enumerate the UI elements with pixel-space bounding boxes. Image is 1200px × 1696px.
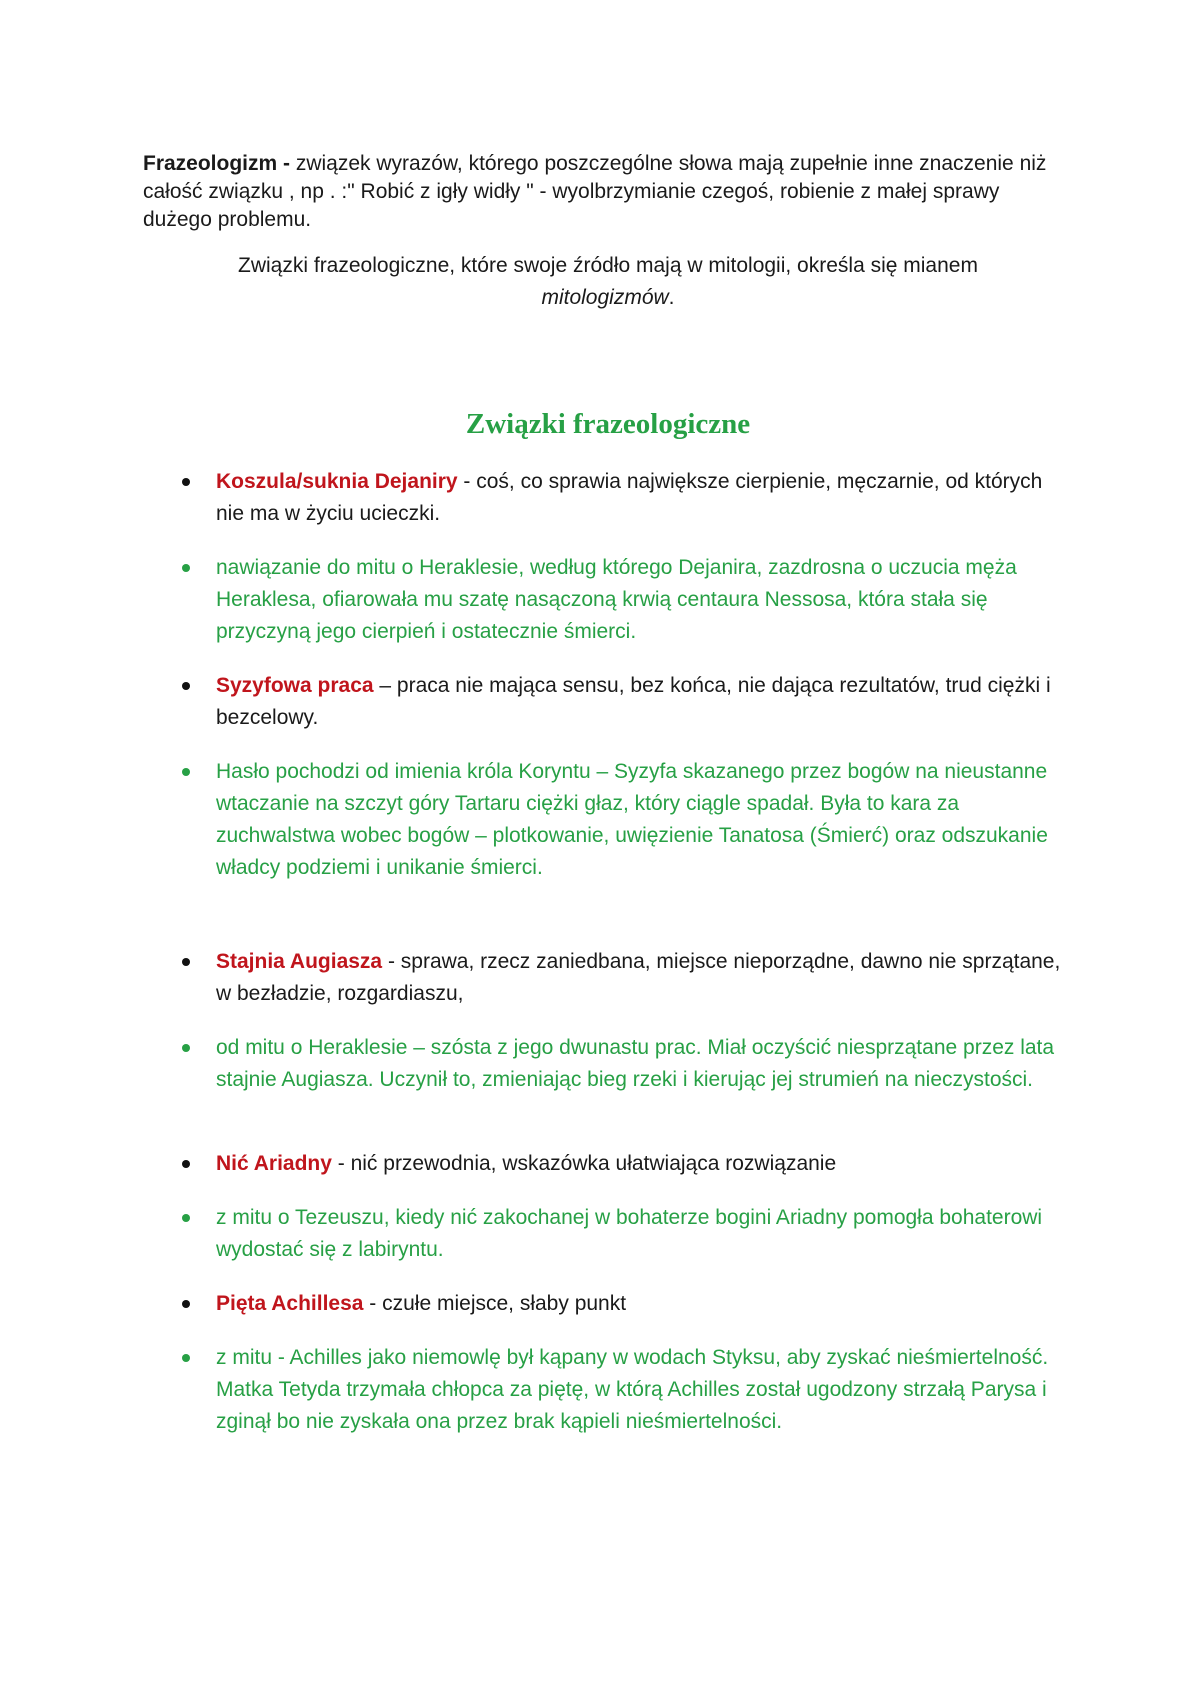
- bullet-icon: [182, 768, 190, 776]
- phrase-term: Stajnia Augiasza: [216, 950, 383, 973]
- phrase-explanation: z mitu - Achilles jako niemowlę był kąpany w wodach Styksu, aby zyskać nieśmiertelność. Matka Tetyda trzymała chłopca za piętę, w którą Achilles został ugodzony strzałą Parysa i zginął bo nie zyskała ona przez brak kąpieli nieśmiertelności.: [216, 1346, 1049, 1433]
- bullet-icon: [182, 564, 190, 572]
- list-item-dejanira-explanation: [143, 552, 1073, 648]
- phrase-term: Koszula/suknia Dejaniry: [216, 470, 458, 493]
- list-item-augiasz-explanation: [143, 1032, 1073, 1096]
- mitologizmy-text: Związki frazeologiczne, które swoje źródło mają w mitologii, określa się mianem: [238, 254, 978, 277]
- phrase-explanation: nawiązanie do mitu o Heraklesie, według którego Dejanira, zazdrosna o uczucia męża Heraklesa, ofiarowała mu szatę nasączoną krwią centaura Nessosa, która stała się przyczyną jego cierpień i ostatecznie śmierci.: [216, 556, 1017, 643]
- bullet-icon: [182, 478, 190, 486]
- mitologizmy-end: .: [668, 286, 675, 309]
- bullet-icon: [182, 1160, 190, 1168]
- intro-paragraph: [143, 150, 1073, 234]
- bullet-icon: [182, 1354, 190, 1362]
- bullet-icon: [182, 1300, 190, 1308]
- phrase-explanation: Hasło pochodzi od imienia króla Koryntu – Syzyfa skazanego przez bogów na nieustanne wtaczanie na szczyt góry Tartaru ciężki głaz, który ciągle spadał. Była to kara za zuchwalstwa wobec bogów – plotkowanie, uwięzienie Tanatosa (Śmierć) oraz odszukanie władcy podziemi i unikanie śmierci.: [216, 760, 1048, 879]
- list-item-syzyf-definition: [143, 670, 1073, 734]
- mitologizmy-paragraph: [143, 250, 1073, 314]
- bullet-icon: [182, 682, 190, 690]
- phrase-definition: - coś, co sprawia największe cierpienie, męczarnie, od których nie ma w życiu ucieczki.: [216, 470, 1043, 525]
- bullet-icon: [182, 1214, 190, 1222]
- phrase-term: Pięta Achillesa: [216, 1292, 364, 1315]
- list-item-ariadna-explanation: [143, 1202, 1073, 1266]
- phrase-term: Syzyfowa praca: [216, 674, 374, 697]
- list-item-dejanira-definition: [143, 466, 1073, 530]
- list-item-augiasz-definition: [143, 946, 1073, 1010]
- phrase-explanation: z mitu o Tezeuszu, kiedy nić zakochanej w bohaterze bogini Ariadny pomogła bohaterowi wydostać się z labiryntu.: [216, 1206, 1043, 1261]
- list-item-ariadna-definition: [143, 1148, 1073, 1180]
- document-page: [143, 150, 1073, 1460]
- phrase-definition: - czułe miejsce, słaby punkt: [363, 1292, 627, 1315]
- phrase-definition: - sprawa, rzecz zaniedbana, miejsce nieporządne, dawno nie sprzątane, w bezładzie, rozgardiaszu,: [216, 950, 1061, 1005]
- section-heading: Związki frazeologiczne: [465, 408, 751, 440]
- intro-term: Frazeologizm -: [143, 152, 291, 175]
- mitologizmy-italic: mitologizmów: [541, 286, 669, 309]
- phrase-term: Nić Ariadny: [216, 1152, 332, 1175]
- intro-definition: związek wyrazów, którego poszczególne słowa mają zupełnie inne znaczenie niż całość związku , np . :" Robić z igły widły " - wyolbrzymianie czegoś, robienie z małej sprawy dużego problemu.: [143, 152, 1047, 231]
- bullet-icon: [182, 1044, 190, 1052]
- phrase-definition: – praca nie mająca sensu, bez końca, nie dająca rezultatów, trud ciężki i bezcelowy.: [216, 674, 1051, 729]
- list-item-achilles-definition: [143, 1288, 1073, 1320]
- phrase-list: [143, 466, 1073, 1438]
- list-item-achilles-explanation: [143, 1342, 1073, 1438]
- phrase-explanation: od mitu o Heraklesie – szósta z jego dwunastu prac. Miał oczyścić niesprzątane przez lata stajnie Augiasza. Uczynił to, zmieniając bieg rzeki i kierując jej strumień na nieczystości.: [216, 1036, 1055, 1091]
- phrase-definition: - nić przewodnia, wskazówka ułatwiająca rozwiązanie: [331, 1152, 837, 1175]
- list-item-syzyf-explanation: [143, 756, 1073, 884]
- bullet-icon: [182, 958, 190, 966]
